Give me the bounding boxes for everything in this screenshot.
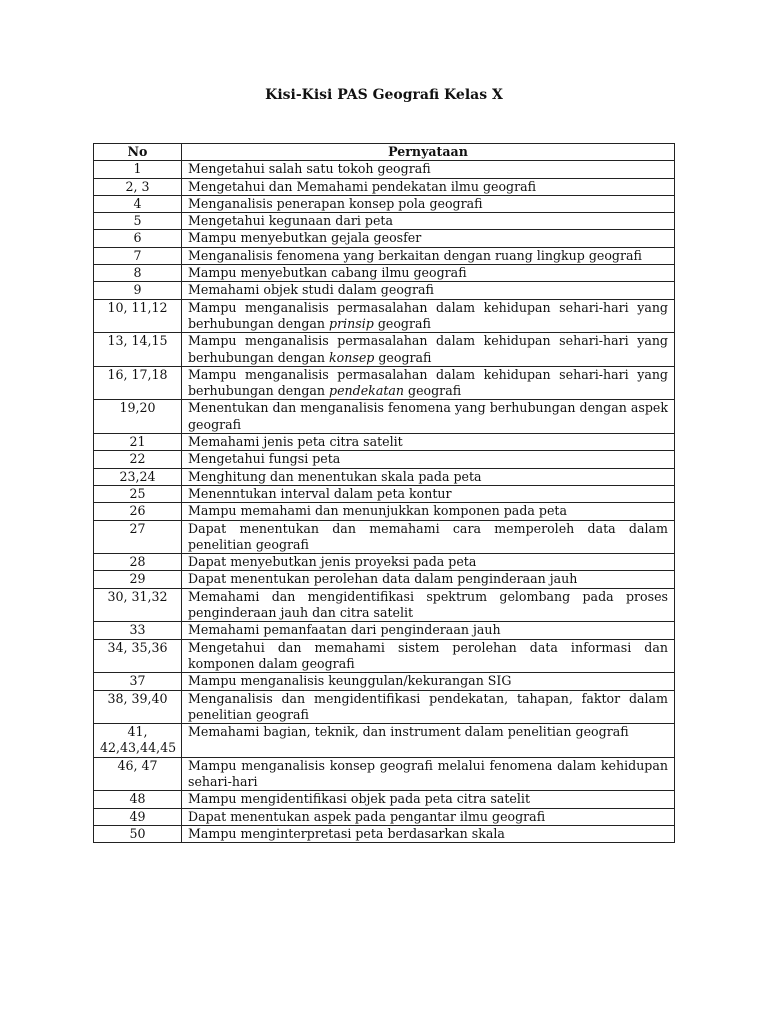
statement-emphasis: pendekatan xyxy=(329,383,405,399)
row-statement xyxy=(182,247,675,264)
row-number: 26 xyxy=(94,503,182,520)
table-row xyxy=(94,554,675,571)
row-statement xyxy=(182,690,675,724)
table-row xyxy=(94,247,675,264)
row-statement xyxy=(182,366,675,400)
statement-text: Mampu menganalisis keunggulan/kekurangan SIG xyxy=(188,673,512,689)
statement-text: Memahami jenis peta citra satelit xyxy=(188,434,403,450)
statement-text: geografi xyxy=(373,315,431,331)
row-number: 5 xyxy=(94,213,182,230)
table-row xyxy=(94,757,675,791)
table-row xyxy=(94,673,675,690)
row-statement xyxy=(182,161,675,178)
row-statement xyxy=(182,485,675,502)
statement-text: Mengetahui dan memahami sistem perolehan data informasi dan komponen dalam geografi xyxy=(188,639,668,671)
statement-text: Menghitung dan menentukan skala pada peta xyxy=(188,468,482,484)
table-body xyxy=(94,161,675,843)
statement-text: Mampu menginterpretasi peta berdasarkan skala xyxy=(188,825,505,841)
row-number: 23,24 xyxy=(94,468,182,485)
table-row xyxy=(94,195,675,212)
row-number: 30, 31,32 xyxy=(94,588,182,622)
statement-text: Menganalisis dan mengidentifikasi pendekatan, tahapan, faktor dalam penelitian geografi xyxy=(188,690,668,722)
statement-text: Dapat menentukan aspek pada pengantar ilmu geografi xyxy=(188,808,546,824)
table-row xyxy=(94,622,675,639)
row-number: 28 xyxy=(94,554,182,571)
row-statement xyxy=(182,213,675,230)
statement-text: Mengetahui fungsi peta xyxy=(188,451,341,467)
row-number: 34, 35,36 xyxy=(94,639,182,673)
row-number: 48 xyxy=(94,791,182,808)
row-statement xyxy=(182,503,675,520)
statement-text: Memahami dan mengidentifikasi spektrum gelombang pada proses penginderaan jauh dan citra satelit xyxy=(188,588,668,621)
row-number: 13, 14,15 xyxy=(94,333,182,367)
row-number: 25 xyxy=(94,485,182,502)
statement-text: geografi xyxy=(404,383,462,399)
table-row xyxy=(94,451,675,468)
table-row xyxy=(94,520,675,554)
statement-emphasis: konsep xyxy=(329,349,375,365)
statement-text: Mampu memahami dan menunjukkan komponen pada peta xyxy=(188,503,567,519)
row-number: 33 xyxy=(94,622,182,639)
row-statement xyxy=(182,333,675,367)
row-number: 19,20 xyxy=(94,400,182,434)
statement-text: Mengetahui salah satu tokoh geografi xyxy=(188,161,431,177)
table-header-row xyxy=(94,144,675,161)
table-row xyxy=(94,282,675,299)
table-row xyxy=(94,588,675,622)
table-row xyxy=(94,299,675,333)
statement-text: Mampu menyebutkan cabang ilmu geografi xyxy=(188,265,467,281)
table-row xyxy=(94,213,675,230)
row-number: 50 xyxy=(94,825,182,842)
table-row xyxy=(94,791,675,808)
row-statement xyxy=(182,468,675,485)
row-statement xyxy=(182,825,675,842)
statement-text: Menentukan dan menganalisis fenomena yang berhubungan dengan aspek geografi xyxy=(188,400,668,432)
row-number: 21 xyxy=(94,434,182,451)
statement-text: Mengetahui dan Memahami pendekatan ilmu geografi xyxy=(188,178,537,194)
statement-text: Menenntukan interval dalam peta kontur xyxy=(188,485,452,501)
row-statement xyxy=(182,265,675,282)
statement-text: Mampu mengidentifikasi objek pada peta citra satelit xyxy=(188,791,531,807)
row-number: 2, 3 xyxy=(94,178,182,195)
row-statement xyxy=(182,178,675,195)
row-statement xyxy=(182,400,675,434)
statement-text: geografi xyxy=(374,349,432,365)
statement-text: Mengetahui kegunaan dari peta xyxy=(188,213,393,229)
statement-text: Memahami bagian, teknik, dan instrument dalam penelitian geografi xyxy=(188,724,629,740)
table-row xyxy=(94,230,675,247)
table-row xyxy=(94,265,675,282)
row-number: 16, 17,18 xyxy=(94,366,182,400)
table-row xyxy=(94,468,675,485)
row-number: 9 xyxy=(94,282,182,299)
table-row xyxy=(94,485,675,502)
row-statement xyxy=(182,724,675,758)
table-row xyxy=(94,434,675,451)
row-statement xyxy=(182,673,675,690)
table-row xyxy=(94,825,675,842)
row-number: 46, 47 xyxy=(94,757,182,791)
row-statement xyxy=(182,434,675,451)
statement-emphasis: prinsip xyxy=(329,315,374,331)
statement-text: Menganalisis fenomena yang berkaitan dengan ruang lingkup geografi xyxy=(188,247,642,263)
row-statement xyxy=(182,299,675,333)
row-statement xyxy=(182,571,675,588)
table-row xyxy=(94,724,675,758)
row-number: 8 xyxy=(94,265,182,282)
row-statement xyxy=(182,639,675,673)
table-row xyxy=(94,161,675,178)
statement-text: Mampu menyebutkan gejala geosfer xyxy=(188,230,422,246)
statement-text: Dapat menentukan dan memahami cara memperoleh data dalam penelitian geografi xyxy=(188,520,668,552)
table-row xyxy=(94,503,675,520)
statement-text: Mampu menganalisis permasalahan dalam kehidupan sehari-hari yang berhubungan dengan xyxy=(188,299,668,331)
row-number: 6 xyxy=(94,230,182,247)
statement-text: Mampu menganalisis permasalahan dalam kehidupan sehari-hari yang berhubungan dengan xyxy=(188,366,668,399)
statement-text: Mampu menganalisis konsep geografi melalui fenomena dalam kehidupan sehari-hari xyxy=(188,757,668,789)
row-number: 27 xyxy=(94,520,182,554)
table-row xyxy=(94,808,675,825)
row-statement xyxy=(182,195,675,212)
row-statement xyxy=(182,622,675,639)
row-number: 49 xyxy=(94,808,182,825)
header-statement: Pernyataan xyxy=(182,144,675,161)
table-row xyxy=(94,366,675,400)
statement-text: Memahami objek studi dalam geografi xyxy=(188,282,434,298)
row-number: 10, 11,12 xyxy=(94,299,182,333)
row-statement xyxy=(182,757,675,791)
table-row xyxy=(94,333,675,367)
row-number: 1 xyxy=(94,161,182,178)
row-statement xyxy=(182,282,675,299)
statement-text: Memahami pemanfaatan dari penginderaan jauh xyxy=(188,622,501,638)
table-row xyxy=(94,690,675,724)
row-number: 41, 42,43,44,45 xyxy=(94,724,182,758)
row-statement xyxy=(182,230,675,247)
row-number: 22 xyxy=(94,451,182,468)
statement-text: Dapat menyebutkan jenis proyeksi pada peta xyxy=(188,554,477,570)
row-statement xyxy=(182,451,675,468)
row-statement xyxy=(182,554,675,571)
row-number: 7 xyxy=(94,247,182,264)
row-number: 29 xyxy=(94,571,182,588)
row-number: 38, 39,40 xyxy=(94,690,182,724)
table-row xyxy=(94,571,675,588)
statement-text: Mampu menganalisis permasalahan dalam kehidupan sehari-hari yang berhubungan dengan xyxy=(188,333,668,365)
row-statement xyxy=(182,808,675,825)
row-statement xyxy=(182,791,675,808)
header-no: No xyxy=(94,144,182,161)
row-statement xyxy=(182,520,675,554)
statement-text: Menganalisis penerapan konsep pola geografi xyxy=(188,195,483,211)
row-number: 4 xyxy=(94,195,182,212)
table-row xyxy=(94,400,675,434)
table-row xyxy=(94,639,675,673)
row-statement xyxy=(182,588,675,622)
kisi-kisi-table xyxy=(93,143,675,843)
document-title: Kisi-Kisi PAS Geografi Kelas X xyxy=(265,87,503,103)
row-number: 37 xyxy=(94,673,182,690)
statement-text: Dapat menentukan perolehan data dalam penginderaan jauh xyxy=(188,571,578,587)
table-row xyxy=(94,178,675,195)
